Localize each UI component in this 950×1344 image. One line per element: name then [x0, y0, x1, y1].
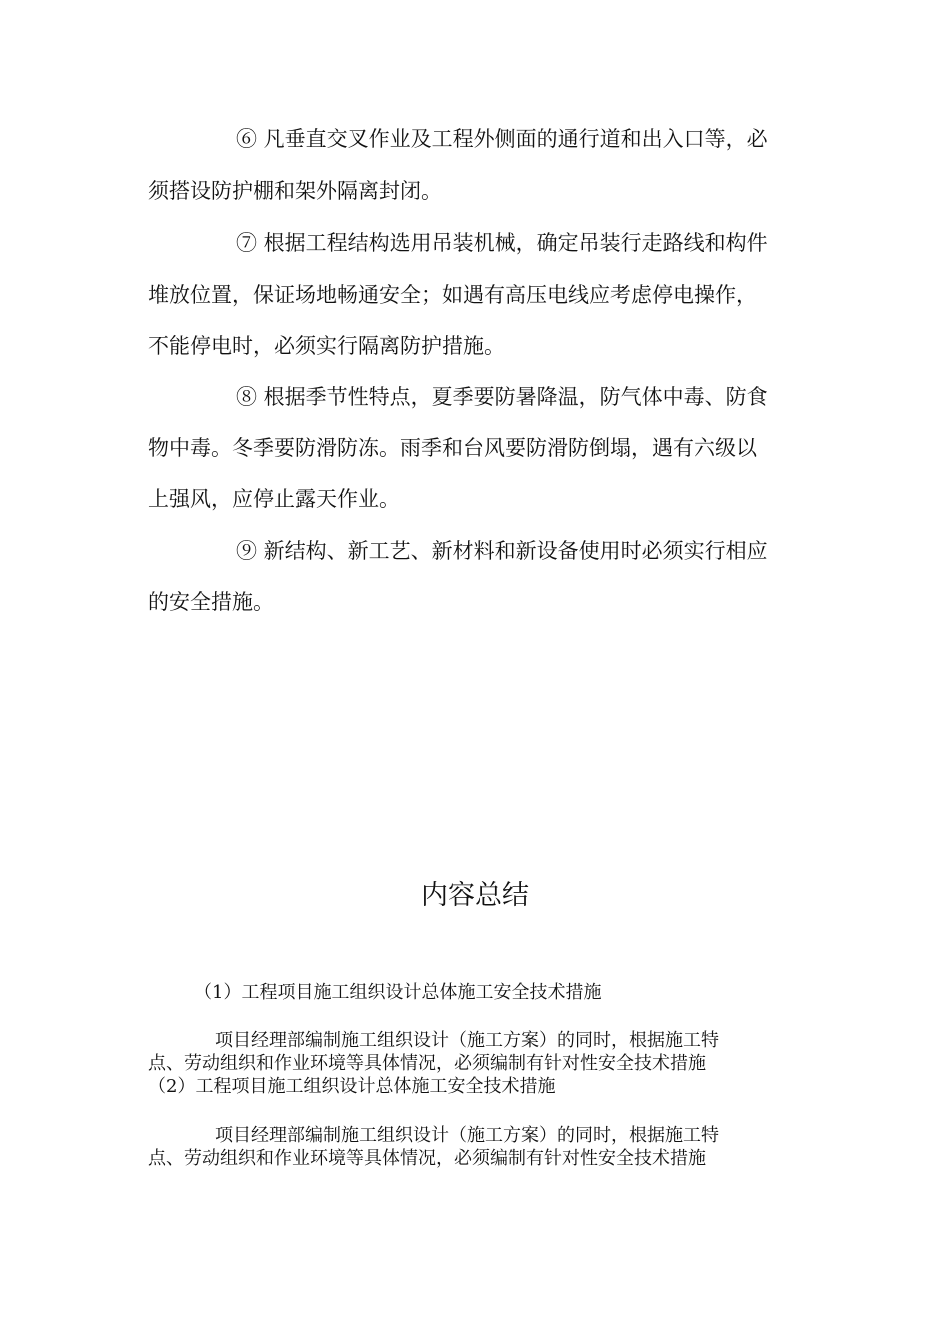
- summary-item-2-line-1: 项目经理部编制施工组织设计（施工方案）的同时，根据施工特: [215, 1125, 719, 1146]
- measure-8-line-3: 上强风，应停止露天作业。: [148, 487, 400, 511]
- summary-item-1-line-1: 项目经理部编制施工组织设计（施工方案）的同时，根据施工特: [215, 1030, 719, 1051]
- summary-item-2-line-2: 点、劳动组织和作业环境等具体情况，必须编制有针对性安全技术措施: [148, 1148, 706, 1169]
- measure-7-line-3: 不能停电时，必须实行隔离防护措施。: [148, 334, 505, 358]
- measure-9-line-2: 的安全措施。: [148, 590, 274, 614]
- measure-6-line-2: 须搭设防护棚和架外隔离封闭。: [148, 179, 442, 203]
- measure-8-line-1: ⑧ 根据季节性特点，夏季要防暑降温，防气体中毒、防食: [236, 385, 768, 409]
- measure-9-line-1: ⑨ 新结构、新工艺、新材料和新设备使用时必须实行相应: [236, 539, 768, 563]
- summary-item-1-line-2: 点、劳动组织和作业环境等具体情况，必须编制有针对性安全技术措施: [148, 1053, 706, 1074]
- measure-8-line-2: 物中毒。冬季要防滑防冻。雨季和台风要防滑防倒塌，遇有六级以: [148, 436, 757, 460]
- measure-7-line-1: ⑦ 根据工程结构选用吊装机械，确定吊装行走路线和构件: [236, 231, 768, 255]
- summary-item-1-heading: （1）工程项目施工组织设计总体施工安全技术措施: [194, 982, 602, 1003]
- summary-item-2-heading: （2）工程项目施工组织设计总体施工安全技术措施: [148, 1076, 556, 1097]
- measure-6-line-1: ⑥ 凡垂直交叉作业及工程外侧面的通行道和出入口等，必: [236, 127, 768, 151]
- summary-title: 内容总结: [421, 880, 529, 911]
- measure-7-line-2: 堆放位置，保证场地畅通安全；如遇有高压电线应考虑停电操作，: [148, 283, 757, 307]
